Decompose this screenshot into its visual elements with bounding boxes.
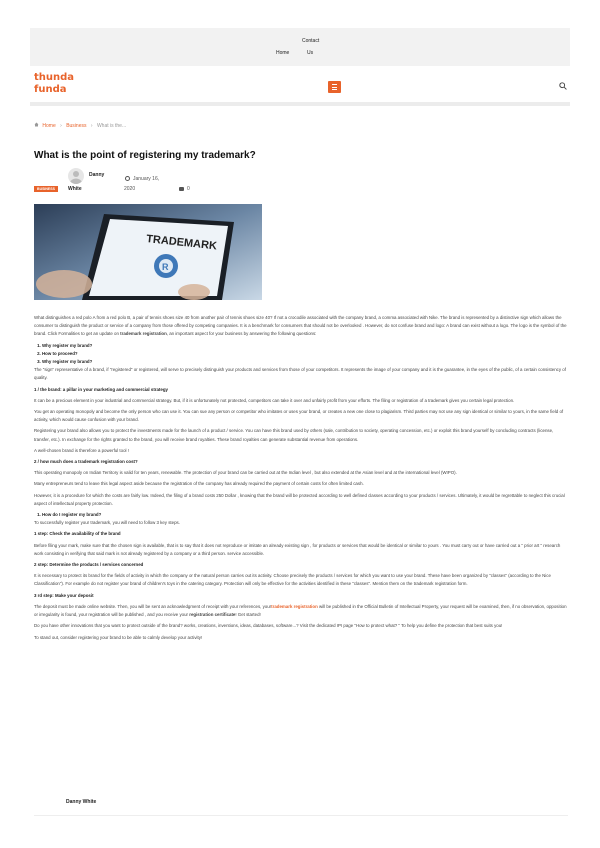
breadcrumb-home[interactable]: Home: [42, 122, 56, 129]
nav-link-home[interactable]: Home: [276, 50, 290, 56]
site-logo[interactable]: [34, 72, 94, 96]
article-paragraph: To successfully register your trademark, you will need to follow 3 key steps.: [34, 520, 180, 526]
hero-image: [34, 204, 262, 300]
breadcrumb: [34, 122, 129, 129]
p13-text: The deposit must be made online website. Then, you will be sent an acknowledgment of receipt with your references, your: [34, 603, 272, 609]
comment-icon: [179, 187, 184, 191]
p1-end: , an important aspect for your business by answering the following questions:: [166, 331, 317, 337]
nav-link-contact[interactable]: Contact: [302, 38, 320, 44]
article-paragraph: Many entrepreneurs tend to leave this legal aspect aside because the registration of the company has already required the payment of certain costs for often limited cash.: [34, 481, 364, 487]
article-paragraph: However, it is a procedure for which the costs are fairly low. Indeed, the filing of a brand costs 250 Dollar , knowing that the brand will be protected according to well defined classes according to your products / services. Ultimately, it would be regrettable to neglect this crucial aspect of intellectual property protection.: [34, 492, 565, 506]
section-heading: 2 step: Determine the products / services concerned: [34, 562, 144, 568]
site-header: [30, 66, 570, 106]
p1-text: What distinguishes a red polo A from a red polo B, a pair of tennis shoes size 40 from another pair of tennis shoes size 40? If not a crocodile associated with the company brand, a comma associated with Nike. The brand is represented by a distinctive sign which allows the consumer to distinguish the product or service of a company from those offered by competing companies. It is a benchmark for consumers that should not be overlooked . However, do not confuse brand and logo: A brand can exist without a logo. The logo is the symbol of the brand. Click Formalities to get an update on: [34, 315, 567, 337]
list-item: 2. How to proceed?: [42, 350, 568, 358]
hamburger-icon-bar: [332, 89, 337, 90]
breadcrumb-current: What is the...: [96, 122, 127, 129]
list-item: 1. Why register my brand?: [42, 342, 568, 350]
breadcrumb-separator: ›: [90, 122, 93, 129]
hero-text: TRADEMARK: [145, 233, 218, 253]
home-icon: [34, 122, 39, 127]
post-date-year: 2020: [124, 186, 136, 192]
article-paragraph: The "sign" representative of a brand, if "registered" or registered, will serve to precisely distinguish your products and services from those of your competitors. It represents the image of your company and it is the guarantee, in the eyes of the public, of a certain consistency of quality.: [34, 367, 566, 381]
p1-bold: trademark registration: [120, 331, 167, 337]
svg-text:R: R: [162, 262, 169, 272]
hamburger-icon: [332, 84, 337, 85]
footer-divider: [34, 815, 568, 816]
section-heading: 3 rd step: Make your deposit: [34, 592, 94, 598]
category-badge[interactable]: BUSINESS: [34, 186, 58, 192]
article-paragraph: A well-chosen brand is therefore a powerful tool !: [34, 447, 129, 453]
post-date: January 16,: [133, 176, 160, 182]
section-heading: 1 step: Check the availability of the brand: [34, 531, 121, 537]
menu-button[interactable]: [328, 81, 341, 93]
article-paragraph: It can be a precious element in your industrial and commercial strategy. But, if it is unfortunately not protected, competitors can take it over and unfairly profit from your efforts. The filing or registration of a trademark gives you certain legal protection.: [34, 397, 515, 403]
post-title: What is the point of registering my trademark?: [34, 150, 256, 161]
article-paragraph: You get an operating monopoly and become the only person who can use it. You can sue any person or competitor who imitates or uses your brand, or creates a new one close to plagiarism. Third parties may not use any sign identical or similar to yours, in the same field of activity, which would cause confusion with your brand.: [34, 409, 564, 423]
trademark-registration-link[interactable]: trademark registration: [271, 603, 318, 609]
logo-line-2: funda: [34, 84, 67, 95]
article-paragraph: [34, 314, 568, 339]
author-avatar[interactable]: [68, 168, 84, 184]
p13-text-b: will be published in the Official Bulletin of Intellectual Property, your request will be examined, then, if no observation, opposition or irregularity is found, your registration will be published , and you receive your: [34, 603, 567, 618]
hamburger-icon-bar: [332, 87, 337, 88]
top-navigation-bar: [30, 28, 570, 66]
search-icon[interactable]: [559, 82, 567, 90]
comment-count[interactable]: 0: [187, 186, 190, 192]
section-heading: 2 / how much does a trademark registration cost?: [34, 459, 138, 465]
list-item: 1. How do I register my brand?: [42, 511, 568, 519]
article-paragraph: This operating monopoly on Indian Territory is valid for ten years, renewable. The protection of your brand can be carried out at the Indian level , but also extended at the Asian level and at the international level (WIPO).: [34, 470, 457, 476]
question-list: [42, 511, 568, 519]
breadcrumb-category[interactable]: Business: [66, 122, 87, 129]
breadcrumb-separator: ›: [60, 122, 62, 129]
trademark-tablet-illustration: [34, 204, 262, 300]
article-paragraph: Before filing your mark, make sure that the chosen sign is available, that is to say that it does not reproduce or imitate an already existing sign , for products or services that would be identical or similar to yours . You must carry out or have carried out a " prior art " research work consisting in verifying that said mark is not already registered by a company or a third person. service accessible.: [34, 542, 561, 556]
p13-bold: registration certificate: [189, 612, 236, 618]
footer-author-name[interactable]: Danny White: [66, 799, 97, 805]
article-paragraph: Registering your brand also allows you to protect the investments made for the launch of a product / service. You can have this brand used by others (sale, contribution to society, operating concession, etc.) or exploit this brand yourself by concluding contracts (license, transfer, etc.). In exchange for the rights granted to the brand, you will receive brand royalties. These brand royalties can generate substantial revenue from operations.: [34, 428, 554, 442]
section-heading: 1 / the brand: a pillar in your marketing and commercial strategy: [34, 386, 168, 392]
logo-line-1: thunda: [34, 72, 75, 83]
list-item: 3. Why register my brand?: [42, 358, 568, 366]
author-first-name[interactable]: Danny: [89, 172, 105, 178]
article-paragraph: Do you have other innovations that you want to protect outside of the brand? works, creations, inventions, ideas, databases, software...? Visit the dedicated IPI page "How to protect what? " To help you define the protection that best suits you!: [34, 623, 503, 629]
clock-icon: [125, 176, 130, 181]
avatar-icon: [68, 168, 84, 184]
p13-end: ! Get started!: [235, 612, 261, 618]
article-paragraph: It is necessary to protect its brand for the fields of activity in which the company or the natural person carries out its activity. Choose precisely the products / services for which you want to use your brand. These have been organized by "classes" (according to the Nice Classification"). For example do not register your brand of children's toys in the catering category. Protection will only be effective for the activities identified in these "classes". Mention them on the trademark registration form.: [34, 573, 551, 587]
nav-link-us[interactable]: Us: [307, 50, 314, 56]
article-body: [34, 314, 568, 645]
question-list: [42, 342, 568, 367]
author-last-name[interactable]: White: [68, 186, 82, 192]
article-paragraph: To stand out, consider registering your brand to be able to calmly develop your activity!: [34, 634, 203, 640]
article-paragraph: [34, 603, 568, 619]
